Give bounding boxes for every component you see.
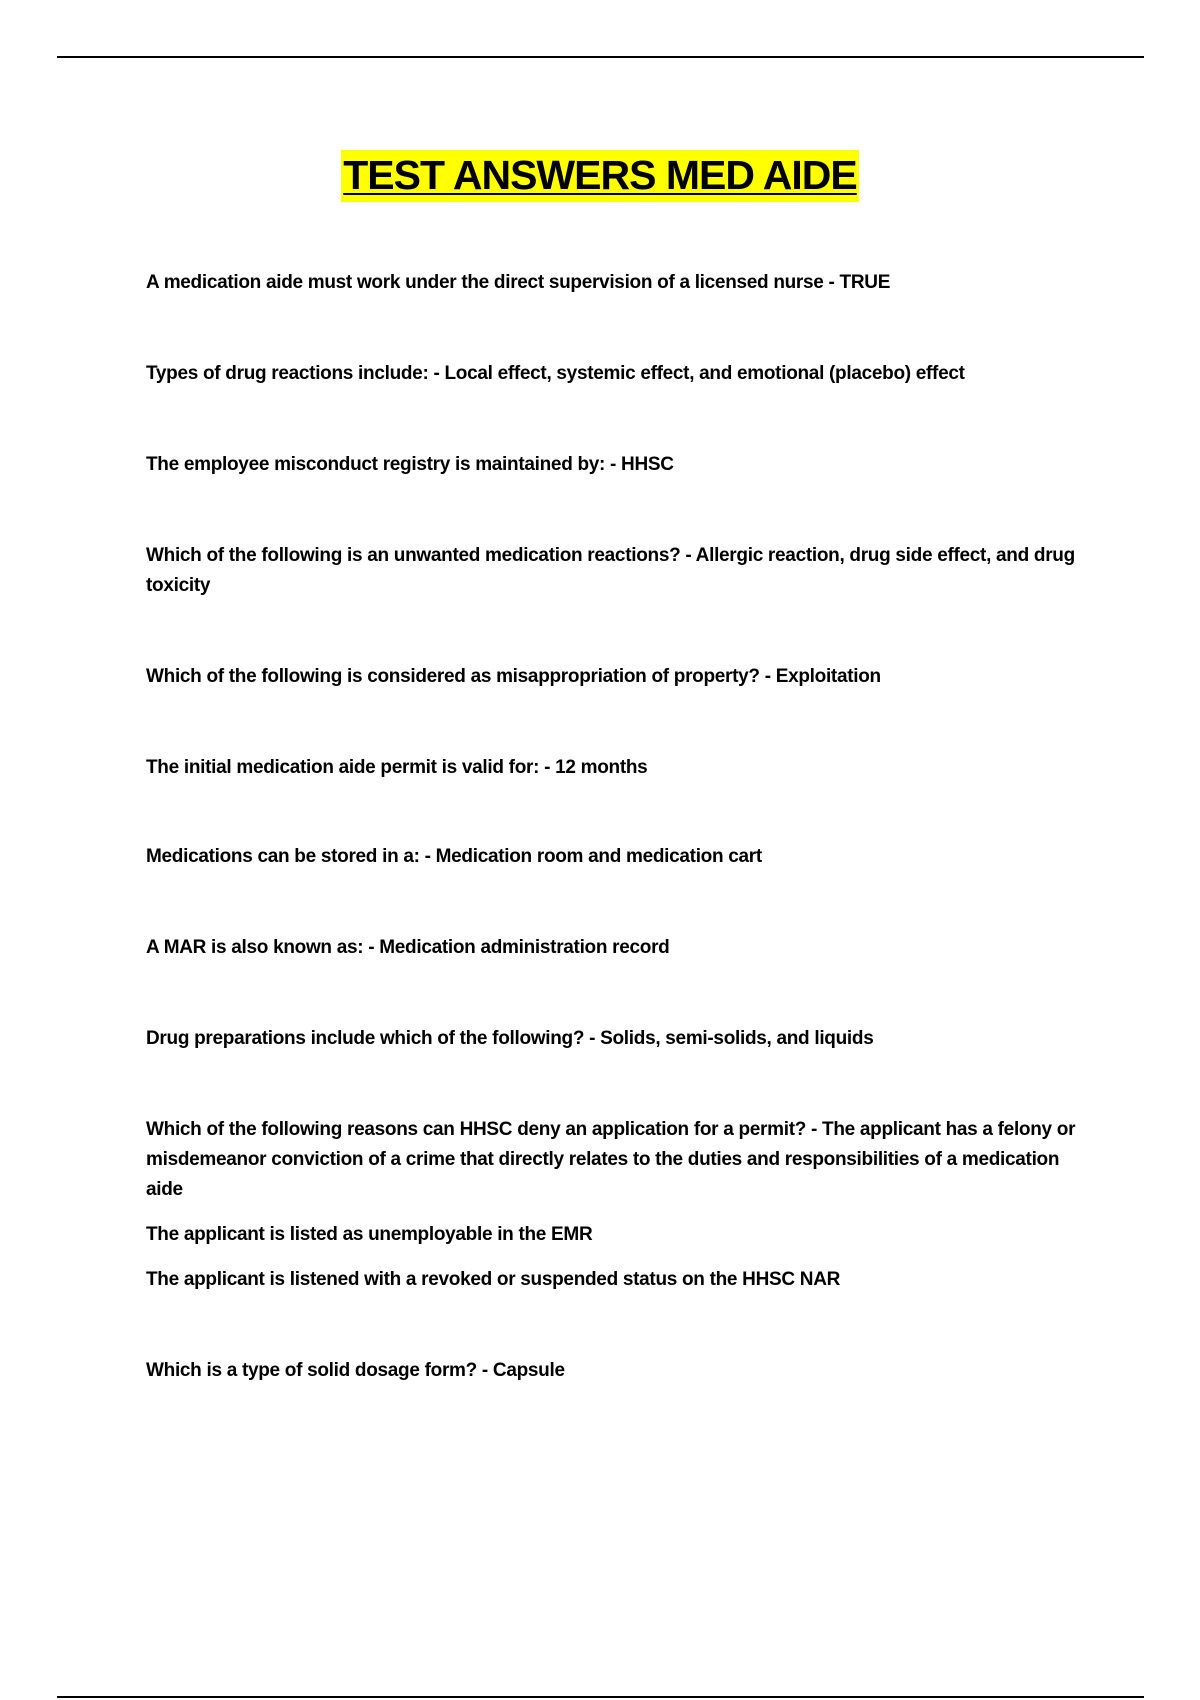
qa-item: The applicant is listed as unemployable in the EMR xyxy=(146,1224,593,1245)
qa-item: Types of drug reactions include: - Local effect, systemic effect, and emotional (placebo) effect xyxy=(146,363,965,384)
qa-item: The initial medication aide permit is valid for: - 12 months xyxy=(146,757,648,778)
page-title: TEST ANSWERS MED AIDE xyxy=(341,150,859,202)
qa-item: A MAR is also known as: - Medication administration record xyxy=(146,937,670,958)
top-rule xyxy=(57,56,1144,58)
qa-item: Which of the following reasons can HHSC deny an application for a permit? - The applicant has a felony or misdemeanor conviction of a crime that directly relates to the duties and responsibilities of a medication aide xyxy=(146,1119,1076,1200)
qa-item: The applicant is listened with a revoked or suspended status on the HHSC NAR xyxy=(146,1269,841,1290)
qa-item: The employee misconduct registry is maintained by: - HHSC xyxy=(146,454,674,475)
qa-item: Which of the following is considered as misappropriation of property? - Exploitation xyxy=(146,666,881,687)
qa-item: Medications can be stored in a: - Medication room and medication cart xyxy=(146,846,762,867)
qa-item: Drug preparations include which of the following? - Solids, semi-solids, and liquids xyxy=(146,1028,874,1049)
title-container xyxy=(0,150,1200,202)
qa-item: Which is a type of solid dosage form? - Capsule xyxy=(146,1360,565,1381)
bottom-rule xyxy=(57,1696,1144,1698)
qa-item: Which of the following is an unwanted medication reactions? - Allergic reaction, drug side effect, and drug toxicity xyxy=(146,545,1075,596)
qa-item: A medication aide must work under the direct supervision of a licensed nurse - TRUE xyxy=(146,272,891,293)
